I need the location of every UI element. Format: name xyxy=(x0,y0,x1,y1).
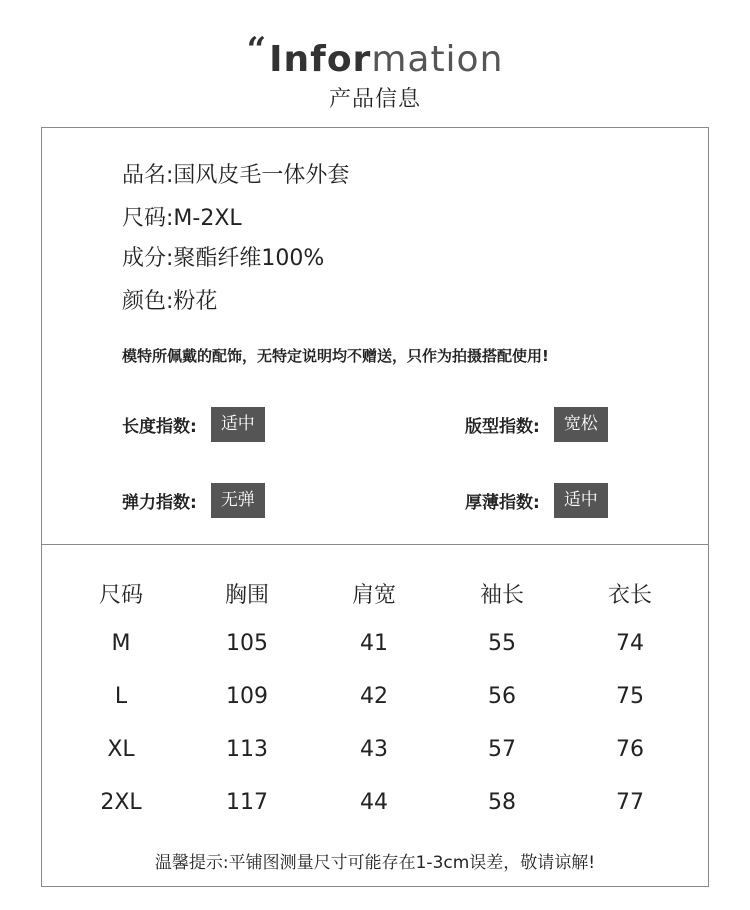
index-length xyxy=(122,407,265,442)
table-cell: 77 xyxy=(616,790,644,815)
table-cell: 42 xyxy=(360,684,388,709)
table-cell: M xyxy=(111,631,131,656)
table-cell: 109 xyxy=(226,684,268,709)
index-badge: 适中 xyxy=(211,407,265,442)
title-bold-part: Infor xyxy=(269,39,372,80)
table-cell: 43 xyxy=(360,737,388,762)
table-cell: 105 xyxy=(226,631,268,656)
table-cell: 55 xyxy=(488,631,516,656)
table-cell: 2XL xyxy=(100,790,142,815)
index-badge: 无弹 xyxy=(211,483,265,518)
title-light-part: mation xyxy=(371,39,504,80)
table-cell: 113 xyxy=(226,737,268,762)
table-cell: 58 xyxy=(488,790,516,815)
index-label: 厚薄指数: xyxy=(465,493,540,513)
table-cell: 56 xyxy=(488,684,516,709)
table-header-cell: 袖长 xyxy=(479,583,524,608)
index-label: 版型指数: xyxy=(465,417,540,437)
product-name: 品名:国风皮毛一体外套 xyxy=(122,163,350,188)
table-cell: L xyxy=(114,684,128,709)
index-badge: 宽松 xyxy=(554,407,608,442)
table-header-cell: 衣长 xyxy=(607,583,652,608)
table-cell: 57 xyxy=(488,737,516,762)
accessory-note: 模特所佩戴的配饰，无特定说明均不赠送，只作为拍摄搭配使用! xyxy=(122,347,549,365)
info-panel xyxy=(41,127,709,887)
index-label: 长度指数: xyxy=(122,417,197,437)
index-badge: 适中 xyxy=(554,483,608,518)
table-cell: 76 xyxy=(616,737,644,762)
product-size: 尺码:M-2XL xyxy=(122,206,242,231)
index-elasticity xyxy=(122,483,265,518)
index-thickness xyxy=(465,483,608,518)
table-cell: 41 xyxy=(360,631,388,656)
index-label: 弹力指数: xyxy=(122,493,197,513)
table-cell: 44 xyxy=(360,790,388,815)
table-header-cell: 肩宽 xyxy=(351,583,396,608)
title-quote-mark: “ xyxy=(246,30,268,70)
table-cell: XL xyxy=(107,737,135,762)
product-color: 颜色:粉花 xyxy=(122,289,218,314)
index-fit xyxy=(465,407,608,442)
table-cell: 74 xyxy=(616,631,644,656)
table-cell: 75 xyxy=(616,684,644,709)
page-title xyxy=(0,30,750,80)
table-cell: 117 xyxy=(226,790,268,815)
table-header-cell: 尺码 xyxy=(98,583,143,608)
measurement-tip: 温馨提示:平铺图测量尺寸可能存在1-3cm误差，敬请谅解! xyxy=(154,853,596,873)
panel-divider xyxy=(42,544,708,545)
product-material: 成分:聚酯纤维100% xyxy=(122,246,325,271)
page-subtitle: 产品信息 xyxy=(328,87,421,112)
table-header-cell: 胸围 xyxy=(224,583,269,608)
